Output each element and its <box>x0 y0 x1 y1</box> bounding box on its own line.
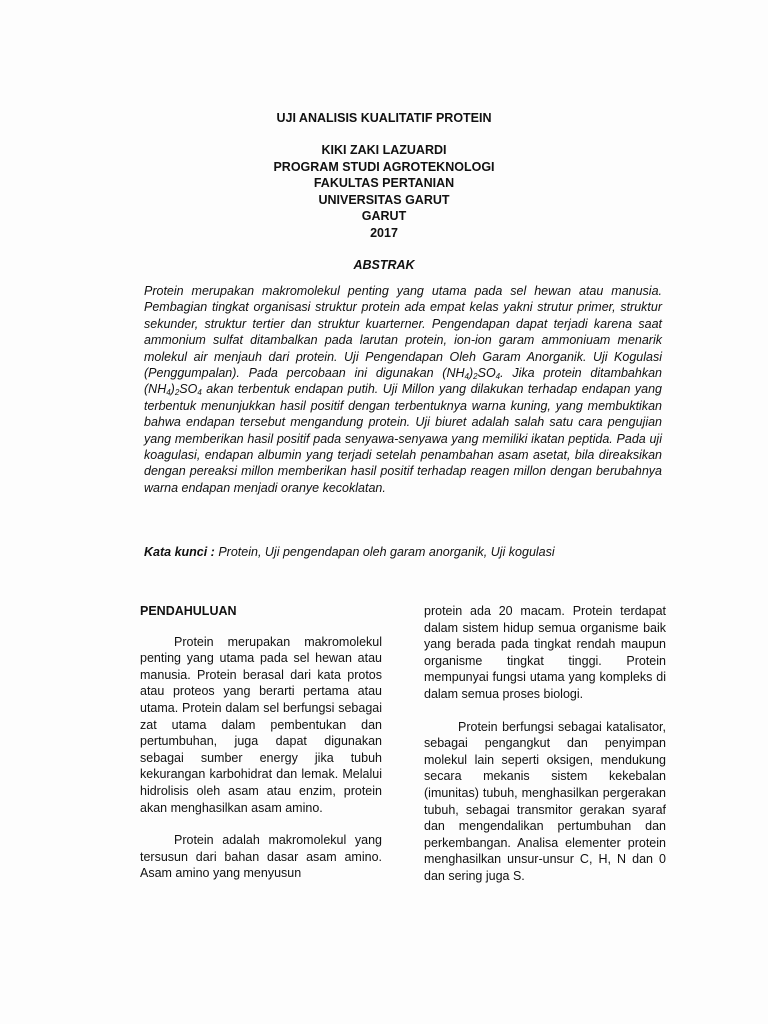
right-column <box>424 603 666 901</box>
left-column <box>140 603 382 898</box>
abstract-heading: ABSTRAK <box>353 258 415 272</box>
paragraph: Protein berfungsi sebagai katalisator, sebagai pengangkut dan penyimpan molekul lain seperti oksigen, mendukung secara mekanis sistem kekebalan (imunitas) tubuh, menghasilkan pergerakan tubuh, sebagai transmitor gerakan syaraf dan mengendalikan pertumbuhan dan perkembangan. Analisa elementer protein menghasilkan unsur-unsur C, H, N dan 0 dan sering juga S. <box>424 719 666 883</box>
university-name: UNIVERSITAS GARUT <box>318 192 450 207</box>
subscript: 2 <box>473 372 478 382</box>
abstract-text-1: Protein merupakan makromolekul penting yang utama pada sel hewan atau manusia. Pembagian tingkat organisasi struktur protein ada empat kelas yakni strutur primer, struktur sekunder, struktur tertier dan struktur kuarterner. Pengendapan dapat terjadi karena saat ammonium sulfat ditambalkan pada larutan protein, ion-ion garam ammoniuam menarik molekul air menjauh dari protein. Uji Pengendapan Oleh Garam Anorganik. Uji Kogulasi (Penggumpalan). Pada percobaan ini digunakan (NH <box>144 284 662 381</box>
keywords-line <box>144 545 664 559</box>
city-name: GARUT <box>361 209 407 223</box>
faculty-name: FAKULTAS PERTANIAN <box>313 176 455 190</box>
abstract-text-5: ) <box>170 382 175 397</box>
subscript: 4 <box>197 388 202 398</box>
paper-title: UJI ANALISIS KUALITATIF PROTEIN <box>276 111 492 125</box>
keywords-label: Kata kunci : <box>144 545 215 559</box>
abstract-text-3: SO <box>477 366 496 381</box>
publication-year: 2017 <box>370 225 398 240</box>
abstract-text-6: SO <box>179 382 198 397</box>
section-heading-pendahuluan: PENDAHULUAN <box>140 604 237 618</box>
keywords-text: Protein, Uji pengendapan oleh garam anorganik, Uji kogulasi <box>214 545 555 559</box>
abstract-body <box>144 283 662 496</box>
abstract-text-2: ) <box>468 366 474 381</box>
author-name: KIKI ZAKI LAZUARDI <box>321 143 447 157</box>
subscript: 2 <box>174 388 180 398</box>
abstract-text-7: akan terbentuk endapan putih. Uji Millon yang dilakukan terhadap endapan yang terbentuk menunjukkan hasil positif dengan terbentuknya warna kuning, yang membuktikan bahwa endapan tersebut mengandung protein. Uji biuret adalah salah satu cara pengujian yang memberikan hasil positif pada senyawa-senyawa yang memiliki ikatan peptida. Pada uji koagulasi, endapan albumin yang terjadi setelah penambahan asam asetat, bila direaksikan dengan pereaksi millon memberikan hasil positif terhadap reagen millon dengan berubahnya warna endapan menjadi oranye kecoklatan. <box>144 382 662 495</box>
abstract-text-4: . Jika protein ditambahkan (NH <box>144 366 662 397</box>
paragraph: protein ada 20 macam. Protein terdapat dalam sistem hidup semua organisme baik yang berada pada tingkat rendah maupun organisme tingkat tinggi. Protein mempunyai fungsi utama yang kompleks di dalam semua proses biologi. <box>424 604 666 701</box>
subscript: 4 <box>495 372 501 382</box>
paragraph: Protein adalah makromolekul yang tersusun dari bahan dasar asam amino. Asam amino yang menyusun <box>140 833 382 881</box>
author-block <box>0 142 768 241</box>
study-program: PROGRAM STUDI AGROTEKNOLOGI <box>273 159 495 174</box>
subscript: 4 <box>166 388 171 398</box>
paragraph: Protein merupakan makromolekul penting yang utama pada sel hewan atau manusia. Protein berasal dari kata protos atau proteos yang berarti pertama atau utama. Protein dalam sel berfungsi sebagai zat utama dalam pembentukan dan pertumbuhan, juga dapat digunakan sebagai sumber energy jika tubuh kekurangan karbohidrat dan lemak. Melalui hidrolisis oleh asam atau enzim, protein akan menghasilkan asam amino. <box>140 634 382 815</box>
subscript: 4 <box>464 372 469 382</box>
